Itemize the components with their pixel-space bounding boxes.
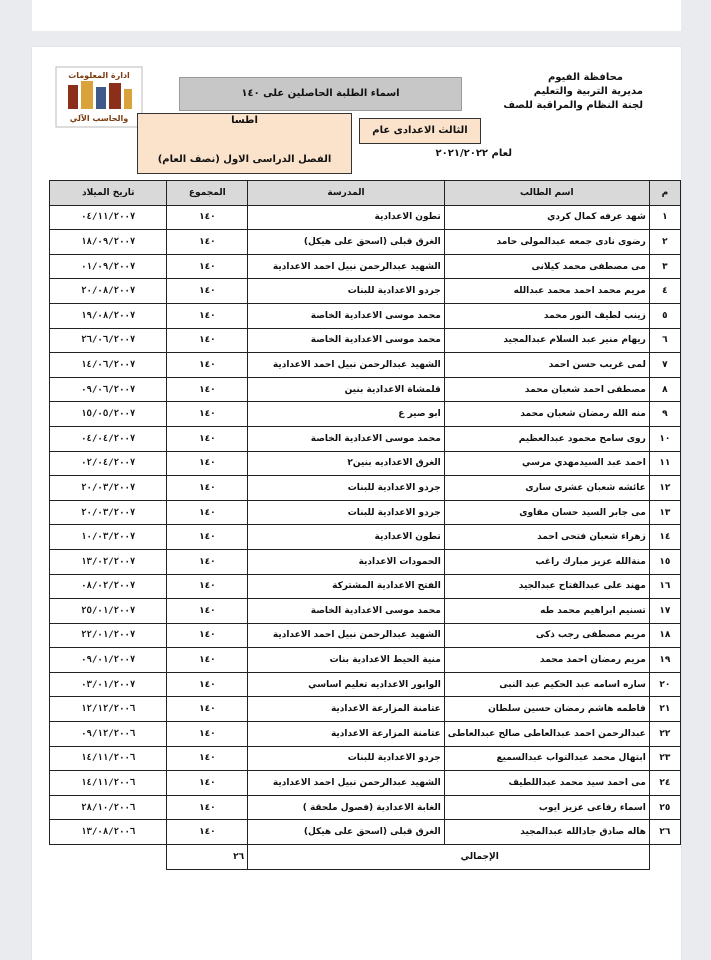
col-student-name: اسم الطالب (444, 181, 649, 206)
row-number: ١٥ (649, 549, 680, 574)
table-row (50, 525, 681, 550)
total-score: ١٤٠ (167, 254, 248, 279)
row-number: ٢ (649, 230, 680, 255)
total-score: ١٤٠ (167, 599, 248, 624)
student-name: مى مصطفى محمد كيلانى (444, 254, 649, 279)
student-name: مى جابر السيد حسان مقاوى (444, 500, 649, 525)
table-row (50, 623, 681, 648)
row-number: ١١ (649, 451, 680, 476)
total-score: ١٤٠ (167, 402, 248, 427)
student-name: زهراء شعبان فتحى احمد (444, 525, 649, 550)
student-name: لمى غريب حسن احمد (444, 353, 649, 378)
col-total: المجموع (167, 181, 248, 206)
row-number: ٦ (649, 328, 680, 353)
svg-text:ادارة المعلومات: ادارة المعلومات (68, 71, 130, 80)
table-row (50, 820, 681, 845)
school-name: الشهيد عبدالرحمن نبيل احمد الاعدادية (248, 771, 445, 796)
student-name: مريم مصطفى رجب ذكى (444, 623, 649, 648)
year-label: لعام ٢٠٢١/٢٠٢٢ (435, 148, 512, 159)
table-row (50, 230, 681, 255)
total-score: ١٤٠ (167, 672, 248, 697)
table-row (50, 697, 681, 722)
table-row (50, 402, 681, 427)
total-score: ١٤٠ (167, 451, 248, 476)
col-birthdate: تاريخ الميلاد (50, 181, 167, 206)
student-name: عبدالرحمن احمد عبدالعاطى صالح عبدالعاطى (444, 722, 649, 747)
school-name: الشهيد عبدالرحمن نبيل احمد الاعدادية (248, 353, 445, 378)
birth-date: ٠٩/٠٦/٢٠٠٧ (50, 377, 167, 402)
logo-icon (54, 65, 144, 129)
student-name: تسنيم ابراهيم محمد طه (444, 599, 649, 624)
student-name: اسماء رفاعى عزيز ايوب (444, 795, 649, 820)
birth-date: ١٠/٠٣/٢٠٠٧ (50, 525, 167, 550)
birth-date: ٠٤/٠٤/٢٠٠٧ (50, 426, 167, 451)
total-score: ١٤٠ (167, 648, 248, 673)
student-name: منه الله رمضان شعبان محمد (444, 402, 649, 427)
table-body (50, 205, 681, 844)
school-name: منية الحيط الاعدادية بنات (248, 648, 445, 673)
table-row (50, 574, 681, 599)
table-row (50, 771, 681, 796)
school-name: الشهيد عبدالرحمن نبيل احمد الاعدادية (248, 623, 445, 648)
birth-date: ١٤/١١/٢٠٠٦ (50, 746, 167, 771)
row-number: ٢٦ (649, 820, 680, 845)
row-number: ٥ (649, 303, 680, 328)
birth-date: ١٨/٠٩/٢٠٠٧ (50, 230, 167, 255)
total-score: ١٤٠ (167, 795, 248, 820)
birth-date: ٠٢/٠٤/٢٠٠٧ (50, 451, 167, 476)
table-row (50, 672, 681, 697)
table-row (50, 722, 681, 747)
table-row (50, 476, 681, 501)
term-label: الفصل الدراسى الاول (نصف العام) (137, 147, 352, 174)
total-value: ٢٦ (167, 845, 248, 870)
governorate-label: محافظة الفيوم (547, 72, 623, 83)
city-label: اطسا (137, 113, 352, 149)
col-school: المدرسة (248, 181, 445, 206)
school-name: محمد موسى الاعدادية الخاصة (248, 426, 445, 451)
table-row (50, 599, 681, 624)
row-number: ٢٢ (649, 722, 680, 747)
birth-date: ٢٨/١٠/٢٠٠٦ (50, 795, 167, 820)
school-name: عتامنة المزارعة الاعدادية (248, 722, 445, 747)
school-name: ابو صير ع (248, 402, 445, 427)
birth-date: ٠٣/٠١/٢٠٠٧ (50, 672, 167, 697)
total-score: ١٤٠ (167, 476, 248, 501)
row-number: ٢٠ (649, 672, 680, 697)
birth-date: ٠٤/١١/٢٠٠٧ (50, 205, 167, 230)
row-number: ٤ (649, 279, 680, 304)
school-name: جردو الاعدادية للبنات (248, 500, 445, 525)
total-score: ١٤٠ (167, 525, 248, 550)
birth-date: ٢٢/٠١/٢٠٠٧ (50, 623, 167, 648)
school-name: قلمشاة الاعدادية بنين (248, 377, 445, 402)
total-score: ١٤٠ (167, 205, 248, 230)
total-score: ١٤٠ (167, 303, 248, 328)
student-name: روى سامح محمود عبدالعظيم (444, 426, 649, 451)
row-number: ١٦ (649, 574, 680, 599)
table-row (50, 353, 681, 378)
table-row (50, 205, 681, 230)
school-name: جردو الاعدادية للبنات (248, 476, 445, 501)
row-number: ٣ (649, 254, 680, 279)
table-row (50, 795, 681, 820)
row-number: ١٢ (649, 476, 680, 501)
total-score: ١٤٠ (167, 377, 248, 402)
school-name: الشهيد عبدالرحمن نبيل احمد الاعدادية (248, 254, 445, 279)
table-row (50, 746, 681, 771)
row-number: ١ (649, 205, 680, 230)
school-name: محمد موسى الاعدادية الخاصة (248, 328, 445, 353)
school-name: الغرق الاعداديه بنين٢ (248, 451, 445, 476)
total-score: ١٤٠ (167, 500, 248, 525)
student-name: زينب لطيف النور محمد (444, 303, 649, 328)
table-row (50, 254, 681, 279)
student-name: ساره اسامه عبد الحكيم عبد النبى (444, 672, 649, 697)
table-row (50, 303, 681, 328)
birth-date: ٠٨/٠٢/٢٠٠٧ (50, 574, 167, 599)
school-name: الغابة الاعدادية (فصول ملحقة ) (248, 795, 445, 820)
student-name: رضوى نادى جمعه عبدالمولى حامد (444, 230, 649, 255)
previous-card (32, 0, 681, 31)
school-name: عتامنة المزارعة الاعدادية (248, 697, 445, 722)
row-number: ١٨ (649, 623, 680, 648)
student-name: هاله صادق جادالله عبدالمجيد (444, 820, 649, 845)
row-number: ٢٤ (649, 771, 680, 796)
committee-label: لجنة النظام والمراقبة للصف (503, 100, 643, 111)
birth-date: ٢٦/٠٦/٢٠٠٧ (50, 328, 167, 353)
student-name: منةالله عزيز مبارك راغب (444, 549, 649, 574)
row-number: ٢٣ (649, 746, 680, 771)
school-name: الغرق قبلى (اسحق على هيكل) (248, 230, 445, 255)
birth-date: ١٥/٠٥/٢٠٠٧ (50, 402, 167, 427)
student-name: مصطفى احمد شعبان محمد (444, 377, 649, 402)
student-name: عائشه شعبان عشرى سارى (444, 476, 649, 501)
total-score: ١٤٠ (167, 328, 248, 353)
table-total-row (50, 845, 681, 870)
total-score: ١٤٠ (167, 230, 248, 255)
birth-date: ٢٠/٠٨/٢٠٠٧ (50, 279, 167, 304)
col-number: م (649, 181, 680, 206)
row-number: ١٧ (649, 599, 680, 624)
total-score: ١٤٠ (167, 549, 248, 574)
row-number: ١٤ (649, 525, 680, 550)
row-number: ١٠ (649, 426, 680, 451)
student-name: ابتهال محمد عبدالتواب عبدالسميع (444, 746, 649, 771)
total-score: ١٤٠ (167, 697, 248, 722)
table-row (50, 426, 681, 451)
directorate-label: مديرية التربية والتعليم (533, 86, 643, 97)
total-score: ١٤٠ (167, 353, 248, 378)
table-row (50, 549, 681, 574)
birth-date: ٠٩/١٢/٢٠٠٦ (50, 722, 167, 747)
row-number: ٨ (649, 377, 680, 402)
row-number: ١٩ (649, 648, 680, 673)
student-name: مى احمد سيد محمد عبداللطيف (444, 771, 649, 796)
document-page (32, 47, 681, 960)
birth-date: ١٣/٠٨/٢٠٠٦ (50, 820, 167, 845)
page-title: اسماء الطلبة الحاصلين على ١٤٠ (179, 77, 462, 111)
school-name: الحمودات الاعدادية (248, 549, 445, 574)
student-name: فاطمه هاشم رمضان حسين سلطان (444, 697, 649, 722)
students-table (49, 180, 681, 870)
school-name: جردو الاعدادية للبنات (248, 746, 445, 771)
school-name: الغرق قبلى (اسحق على هيكل) (248, 820, 445, 845)
row-number: ٩ (649, 402, 680, 427)
table-row (50, 648, 681, 673)
total-score: ١٤٠ (167, 279, 248, 304)
birth-date: ١٤/٠٦/٢٠٠٧ (50, 353, 167, 378)
birth-date: ٠٩/٠١/٢٠٠٧ (50, 648, 167, 673)
table-header-row (50, 181, 681, 206)
school-name: الفتح الاعدادية المشتركة (248, 574, 445, 599)
student-name: ريهام منير عبد السلام عبدالمجيد (444, 328, 649, 353)
student-name: مريم رمضان احمد محمد (444, 648, 649, 673)
stage-label: الثالث الاعدادى عام (359, 118, 481, 144)
birth-date: ٠١/٠٩/٢٠٠٧ (50, 254, 167, 279)
row-number: ٧ (649, 353, 680, 378)
birth-date: ٢٠/٠٣/٢٠٠٧ (50, 476, 167, 501)
table-row (50, 377, 681, 402)
total-score: ١٤٠ (167, 746, 248, 771)
school-name: محمد موسى الاعدادية الخاصة (248, 599, 445, 624)
table-row (50, 451, 681, 476)
table-row (50, 279, 681, 304)
total-score: ١٤٠ (167, 623, 248, 648)
school-name: تطون الاعدادية (248, 205, 445, 230)
row-number: ٢٥ (649, 795, 680, 820)
school-name: تطون الاعدادية (248, 525, 445, 550)
total-score: ١٤٠ (167, 574, 248, 599)
svg-text:والحاسب الآلي: والحاسب الآلي (69, 114, 129, 123)
student-name: احمد عبد السيدمهدي مرسي (444, 451, 649, 476)
total-score: ١٤٠ (167, 722, 248, 747)
birth-date: ١٢/١٢/٢٠٠٦ (50, 697, 167, 722)
school-name: جردو الاعدادية للبنات (248, 279, 445, 304)
birth-date: ١٤/١١/٢٠٠٦ (50, 771, 167, 796)
birth-date: ١٣/٠٢/٢٠٠٧ (50, 549, 167, 574)
total-score: ١٤٠ (167, 771, 248, 796)
student-name: مريم محمد احمد محمد عبدالله (444, 279, 649, 304)
school-name: الوابور الاعداديه تعليم اساسي (248, 672, 445, 697)
birth-date: ٢٠/٠٣/٢٠٠٧ (50, 500, 167, 525)
student-name: مهند على عبدالفتاح عبدالجيد (444, 574, 649, 599)
row-number: ١٣ (649, 500, 680, 525)
row-number: ٢١ (649, 697, 680, 722)
total-label: الإجمالي (248, 845, 650, 870)
birth-date: ١٩/٠٨/٢٠٠٧ (50, 303, 167, 328)
student-name: شهد عرفه كمال كردي (444, 205, 649, 230)
school-name: محمد موسى الاعدادية الخاصة (248, 303, 445, 328)
total-score: ١٤٠ (167, 426, 248, 451)
total-score: ١٤٠ (167, 820, 248, 845)
birth-date: ٢٥/٠١/٢٠٠٧ (50, 599, 167, 624)
header-block (483, 71, 643, 113)
table-row (50, 328, 681, 353)
table-row (50, 500, 681, 525)
